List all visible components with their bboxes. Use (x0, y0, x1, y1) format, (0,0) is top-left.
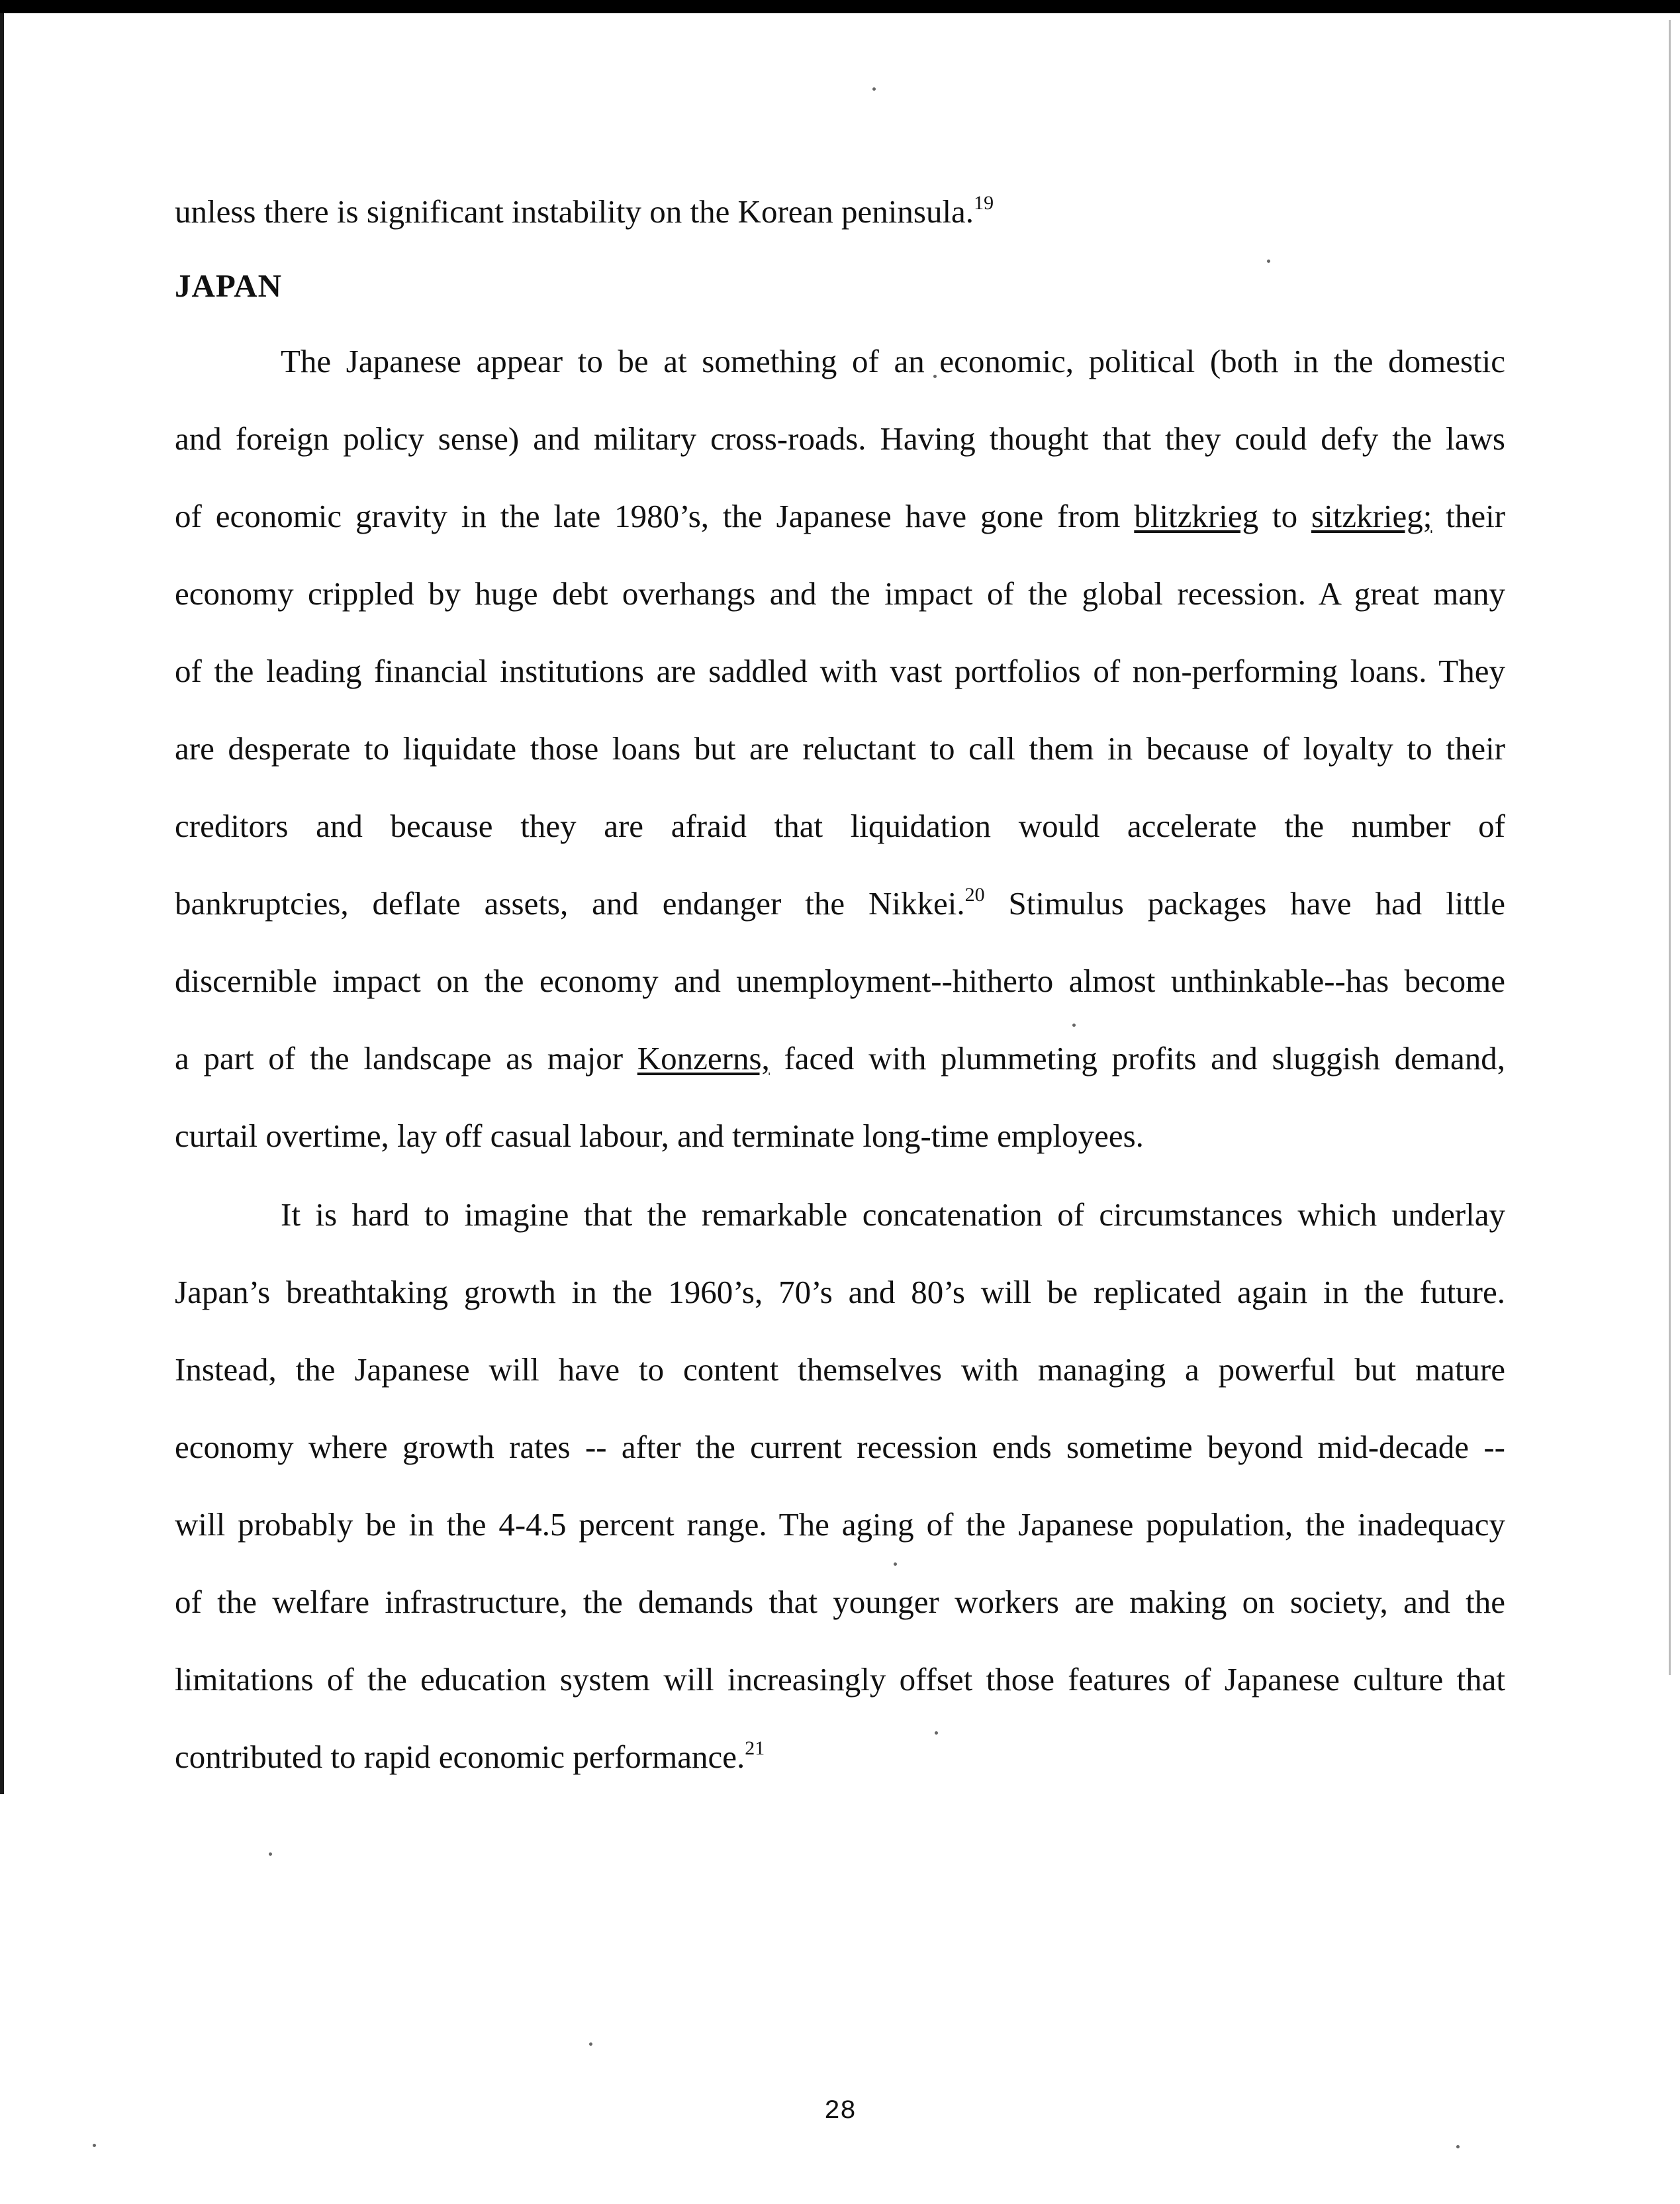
line-text: contributed to rapid economic performance. (175, 1739, 745, 1775)
paragraph-line (175, 497, 1505, 536)
paragraph-line (175, 1737, 1505, 1777)
line-text: to (1272, 498, 1298, 534)
scan-speck (894, 1562, 897, 1566)
scan-speck (872, 87, 876, 91)
underlined-term-blitzkrieg: blitzkrieg (1134, 498, 1259, 534)
line-text-after: Stimulus packages have had little (1008, 885, 1506, 922)
paragraph-line (175, 884, 1505, 924)
line-text: a part of the landscape as major (175, 1040, 624, 1077)
paragraph-line: It is hard to imagine that the remarkable concatenation of circumstances which underlay (281, 1196, 1505, 1233)
paragraph-line: of the welfare infrastructure, the demands that younger workers are making on society, and the (175, 1584, 1505, 1620)
scan-speck (1072, 1024, 1076, 1027)
section-heading: JAPAN (175, 267, 282, 304)
scan-right-edge (1669, 20, 1671, 1675)
paragraph-line: Japan’s breathtaking growth in the 1960’s, 70’s and 80’s will be replicated again in the future. (175, 1274, 1505, 1310)
paragraph-line: will probably be in the 4-4.5 percent range. The aging of the Japanese population, the inadequacy (175, 1506, 1505, 1543)
scan-speck (269, 1852, 272, 1856)
line-text: their (1446, 498, 1506, 534)
paragraph-line: and foreign policy sense) and military cross-roads. Having thought that they could defy the laws (175, 420, 1505, 457)
paragraph-line: discernible impact on the economy and unemployment--hitherto almost unthinkable--has become (175, 963, 1505, 999)
paragraph-line: are desperate to liquidate those loans but are reluctant to call them in because of loyalty to their (175, 730, 1505, 767)
paragraph-line: economy where growth rates -- after the current recession ends sometime beyond mid-decade -- (175, 1429, 1505, 1465)
line-text-before: bankruptcies, deflate assets, and endanger the Nikkei. (175, 885, 965, 922)
scan-speck (93, 2144, 96, 2147)
paragraph-line: curtail overtime, lay off casual labour, and terminate long-time employees. (175, 1118, 1144, 1154)
footnote-marker: 19 (974, 192, 994, 214)
paragraph-line (175, 1039, 1505, 1078)
scan-speck (935, 1731, 938, 1735)
scan-speck (1267, 260, 1270, 263)
paragraph-line: economy crippled by huge debt overhangs and the impact of the global recession. A great many (175, 575, 1505, 612)
footnote-marker: 20 (964, 884, 985, 906)
line-text (175, 885, 985, 922)
paragraph-line: Instead, the Japanese will have to content themselves with managing a powerful but mature (175, 1351, 1505, 1388)
opening-line-text: unless there is significant instability on the Korean peninsula. (175, 193, 974, 230)
paragraph-line: of the leading financial institutions are saddled with vast portfolios of non-performing loans. They (175, 653, 1505, 689)
scan-speck (589, 2042, 592, 2046)
line-text: faced with plummeting profits and sluggish demand, (784, 1040, 1506, 1077)
paragraph-line: The Japanese appear to be at something of an economic, political (both in the domestic (281, 343, 1505, 379)
underlined-term-sitzkrieg: sitzkrieg; (1311, 498, 1432, 534)
scan-speck (1456, 2145, 1460, 2148)
line-text: of economic gravity in the late 1980’s, the Japanese have gone from (175, 498, 1121, 534)
page-number: 28 (823, 2097, 856, 2127)
paragraph-line: limitations of the education system will increasingly offset those features of Japanese culture that (175, 1661, 1505, 1698)
opening-line (175, 192, 1505, 232)
scan-left-border (0, 13, 4, 1794)
underlined-term-konzerns: Konzerns, (637, 1040, 770, 1077)
footnote-marker: 21 (745, 1737, 765, 1759)
scan-top-border (0, 0, 1680, 13)
paragraph-line: creditors and because they are afraid that liquidation would accelerate the number of (175, 808, 1505, 844)
